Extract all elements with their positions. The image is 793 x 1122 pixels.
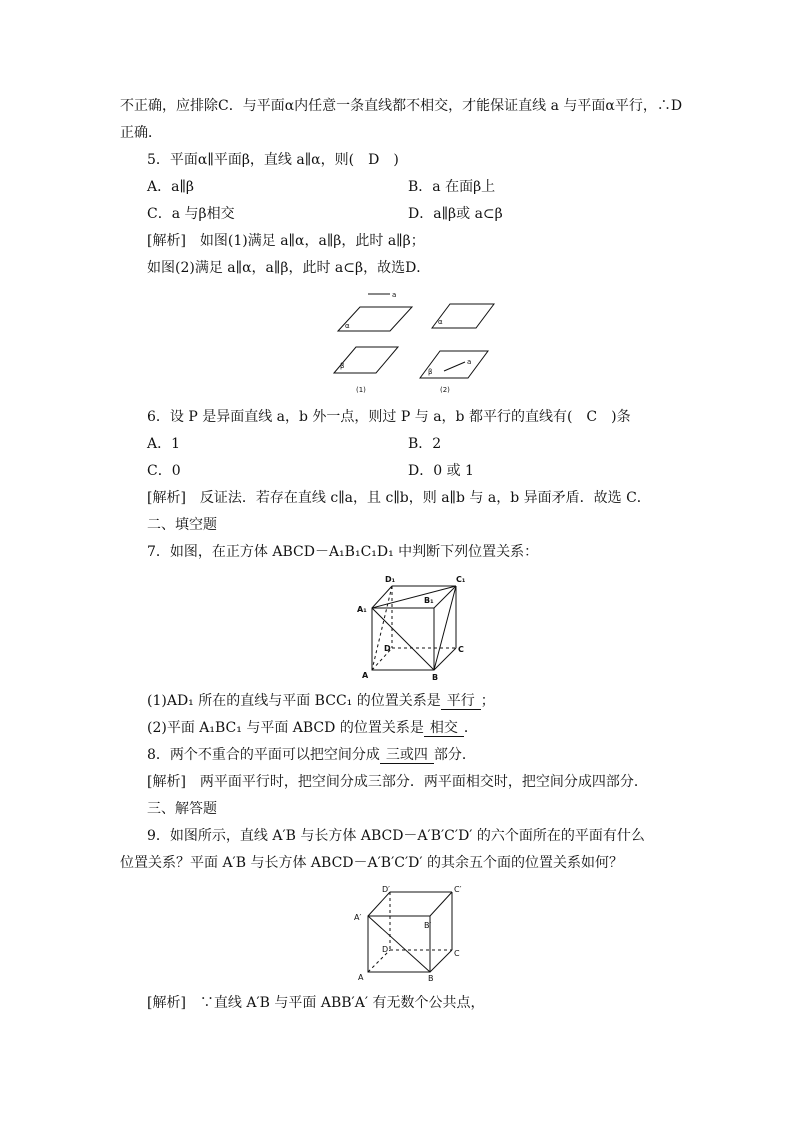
label-alpha: α xyxy=(345,322,350,330)
text-line: 正确． xyxy=(120,125,162,141)
text-span: (1)AD₁ 所在的直线与平面 BCC₁ 的位置关系是 xyxy=(147,693,441,709)
planes-figure xyxy=(320,288,510,398)
label-d: D xyxy=(384,644,391,653)
caption-2: (2) xyxy=(440,386,450,394)
line-a-2 xyxy=(444,362,465,371)
option-b: B．2 xyxy=(408,436,442,452)
cube-figure-1 xyxy=(352,570,472,682)
label-b1: B₁ xyxy=(424,596,434,605)
label-b-prime: B′ xyxy=(424,921,432,930)
question-6: 6．设 P 是异面直线 a，b 外一点，则过 P 与 a，b 都平行的直线有( C )条 xyxy=(147,409,631,425)
question-9: 9．如图所示，直线 A′B 与长方体 ABCD－A′B′C′D′ 的六个面所在的平面有什么 xyxy=(147,828,645,844)
label-c1: C₁ xyxy=(456,575,466,584)
solution-text: [解析] 如图(1)满足 a∥α，a∥β，此时 a∥β； xyxy=(147,233,425,249)
label-d1: D₁ xyxy=(385,575,396,584)
text-span: ； xyxy=(480,693,495,709)
option-c: C．0 xyxy=(147,463,181,479)
solution-text: [解析] 反证法．若存在直线 c∥a，且 c∥b，则 a∥b 与 a，b 异面矛盾．故选 C． xyxy=(147,490,651,506)
label-c-prime: C′ xyxy=(454,885,462,894)
text-span: (2)平面 A₁BC₁ 与平面 ABCD 的位置关系是 xyxy=(147,720,424,736)
label-beta-2: β xyxy=(428,368,433,376)
label-a: A xyxy=(362,671,369,680)
answer-blank: 三或四 xyxy=(380,747,434,764)
option-d: D．0 或 1 xyxy=(408,463,474,479)
label-b: B xyxy=(428,974,434,983)
question-7-part-1 xyxy=(147,692,495,710)
section-heading: 二、填空题 xyxy=(147,517,217,533)
option-b: B．a 在面β上 xyxy=(408,179,496,195)
label-d-prime: D′ xyxy=(382,885,390,894)
label-c: C xyxy=(454,949,460,958)
caption-1: (1) xyxy=(356,386,366,394)
section-heading: 三、解答题 xyxy=(147,801,217,817)
question-9: 位置关系？平面 A′B 与长方体 ABCD－A′B′C′D′ 的其余五个面的位置关系如何？ xyxy=(120,855,624,871)
answer-blank: 相交 xyxy=(424,720,464,737)
solution-text: [解析] 两平面平行时，把空间分成三部分．两平面相交时，把空间分成四部分． xyxy=(147,774,648,790)
text-span: 部分． xyxy=(433,747,476,763)
question-8 xyxy=(147,746,476,764)
text-line: 不正确，应排除C．与平面α内任意一条直线都不相交，才能保证直线 a 与平面α平行，∴D xyxy=(120,98,683,114)
text-span: ． xyxy=(463,720,478,736)
option-c: C．a 与β相交 xyxy=(147,206,235,222)
text-span: 8．两个不重合的平面可以把空间分成 xyxy=(147,747,380,763)
option-a: A．1 xyxy=(147,436,181,452)
answer-blank: 平行 xyxy=(441,693,481,710)
question-5: 5．平面α∥平面β，直线 a∥α，则( D ) xyxy=(147,152,399,168)
label-a: A xyxy=(358,973,364,982)
option-a: A．a∥β xyxy=(147,179,195,195)
label-beta: β xyxy=(340,362,345,370)
option-d: D．a∥β或 a⊂β xyxy=(408,206,503,222)
question-7: 7．如图，在正方体 ABCD－A₁B₁C₁D₁ 中判断下列位置关系： xyxy=(147,544,539,560)
label-a: a xyxy=(392,291,397,299)
label-c: C xyxy=(458,645,464,654)
cube-figure-2 xyxy=(352,884,472,984)
label-alpha-2: α xyxy=(438,318,443,326)
label-a-prime: A′ xyxy=(354,913,362,922)
label-b: B xyxy=(432,673,439,682)
question-7-part-2 xyxy=(147,719,478,737)
label-a-2: a xyxy=(467,358,472,366)
solution-text: 如图(2)满足 a∥α，a∥β，此时 a⊂β，故选D． xyxy=(147,260,431,276)
label-a1: A₁ xyxy=(357,605,367,614)
label-d: D xyxy=(382,945,389,954)
solution-text: [解析] ∵直线 A′B 与平面 ABB′A′ 有无数个公共点， xyxy=(147,995,485,1011)
